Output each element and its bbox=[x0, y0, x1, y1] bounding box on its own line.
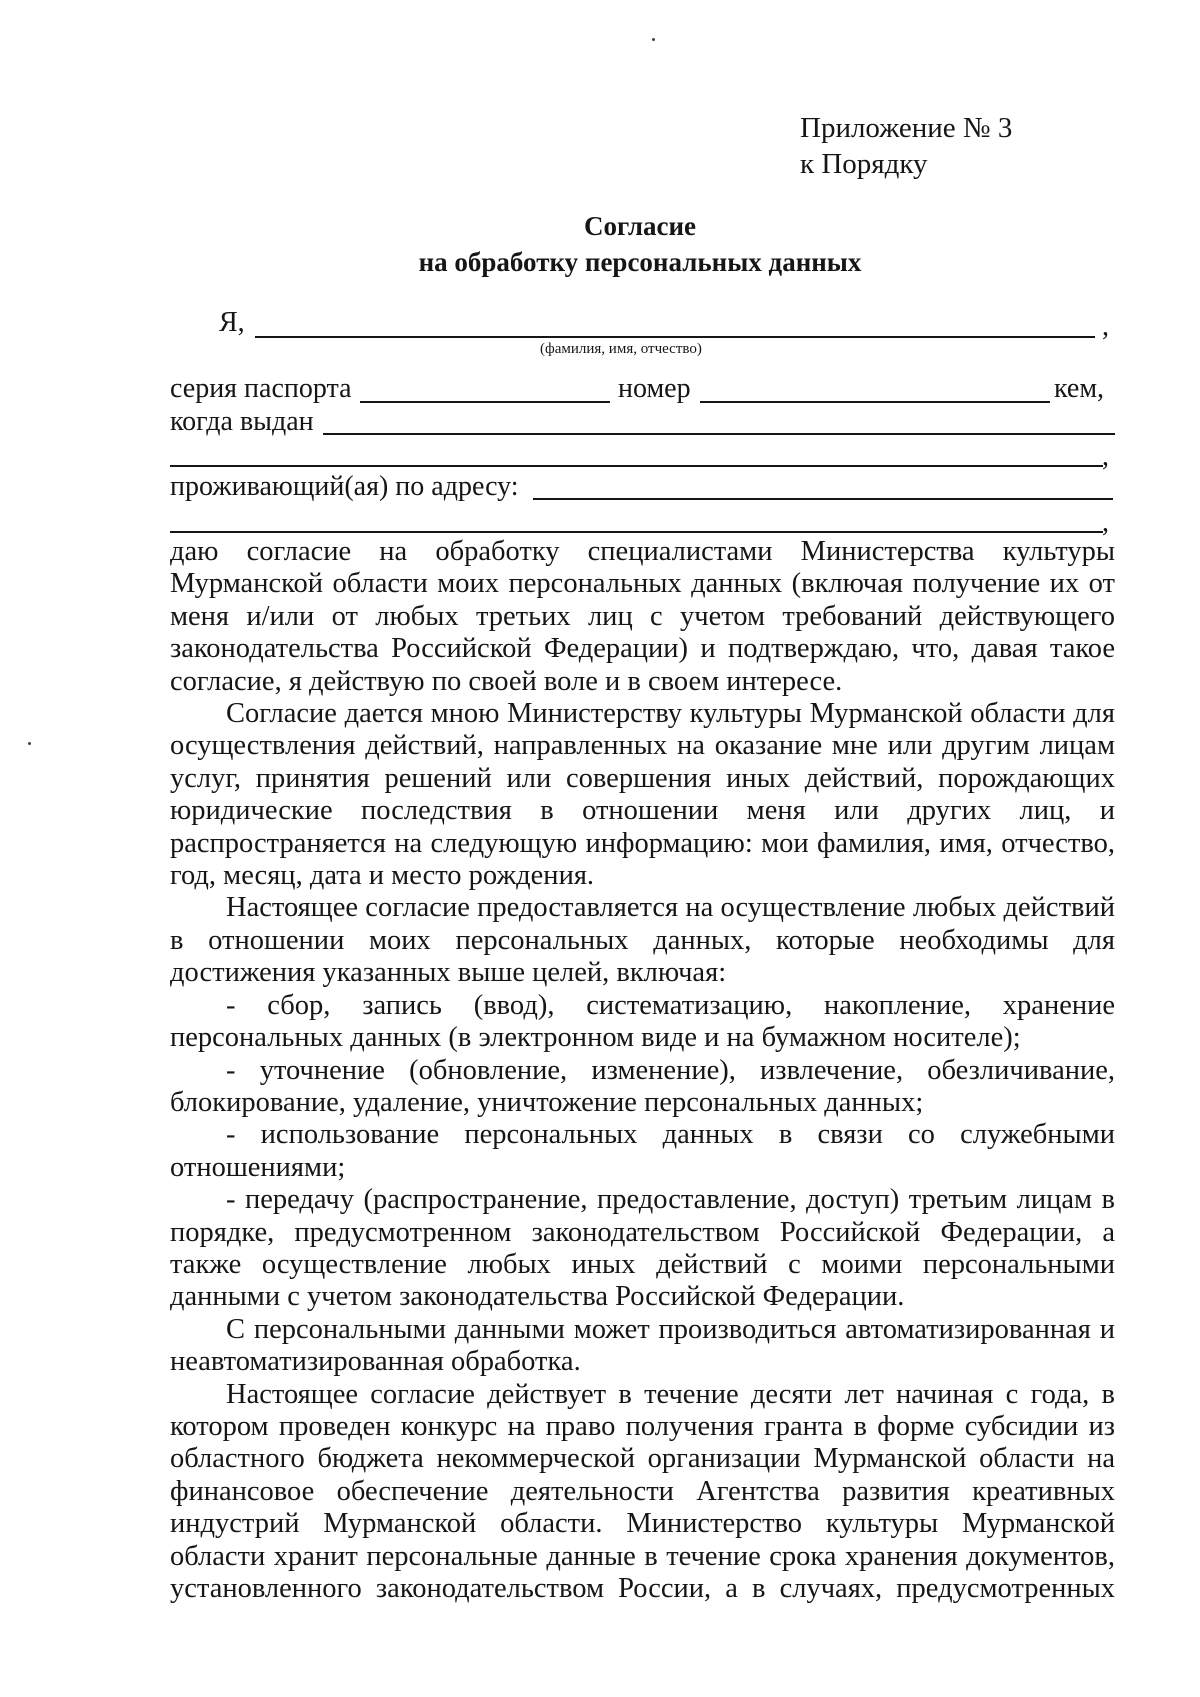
document-title bbox=[0, 208, 1200, 280]
scan-speck bbox=[652, 38, 655, 41]
list-item-usage: - использование персональных данных в связи со служебными отношениями; bbox=[170, 1119, 1115, 1183]
paragraph-consent: даю согласие на обработку специалистами Министерства культуры Мурманской области моих персональных данных (включая получение их от меня и/или от любых третьих лиц с учетом требований действующего законодательства Российской Федерации) и подтверждаю, что, давая такое согласие, я действую по своей воле и в своем интересе. bbox=[170, 536, 1115, 697]
address-comma: , bbox=[1102, 507, 1109, 538]
paragraph-validity: Настоящее согласие действует в течение десяти лет начиная с года, в котором проведен конкурс на право получения гранта в форме субсидии из областного бюджета некоммерческой организации Мурманской области на финансовое обеспечение деятельности Агентства развития креативных индустрий Мурманской области. Министерство культуры Мурманской области хранит персональные данные в течение срока хранения документов, установленного законодательством России, а в случаях, предусмотренных bbox=[170, 1378, 1115, 1604]
scan-speck bbox=[28, 742, 31, 745]
consent-body bbox=[170, 536, 1115, 1605]
issued-by-label: кем, bbox=[1054, 373, 1105, 404]
annex-reference: к Порядку bbox=[800, 148, 928, 180]
i-label: Я, bbox=[219, 307, 245, 338]
address-label: проживающий(ая) по адресу: bbox=[170, 471, 519, 502]
issued-when-label: когда выдан bbox=[170, 406, 314, 437]
fio-field[interactable] bbox=[255, 336, 1095, 338]
annex-number: Приложение № 3 bbox=[800, 112, 1013, 144]
passport-number-field[interactable] bbox=[700, 401, 1050, 403]
passport-series-field[interactable] bbox=[360, 401, 610, 403]
fio-row bbox=[170, 306, 1115, 340]
annex-header bbox=[800, 110, 1012, 182]
list-item-collection: - сбор, запись (ввод), систематизацию, накопление, хранение персональных данных (в электронном виде и на бумажном носителе); bbox=[170, 989, 1115, 1054]
title-line-1: Согласие bbox=[583, 211, 697, 241]
passport-series-label: серия паспорта bbox=[170, 373, 352, 404]
issued-by-field-continuation[interactable] bbox=[170, 465, 1103, 467]
list-item-transfer: - передачу (распространение, предоставление, доступ) третьим лицам в порядке, предусмотренном законодательством Российской Федерации, а также осуществление любых иных действий с моими персональными данными с учетом законодательства Российской Федерации. bbox=[170, 1184, 1115, 1313]
fio-comma: , bbox=[1102, 311, 1109, 342]
issued-when-field[interactable] bbox=[323, 433, 1115, 435]
issued-comma: , bbox=[1102, 441, 1109, 472]
number-label: номер bbox=[618, 373, 691, 404]
title-line-2: на обработку персональных данных bbox=[418, 247, 862, 277]
address-field[interactable] bbox=[533, 498, 1113, 500]
fio-caption: (фамилия, имя, отчество) bbox=[540, 341, 702, 357]
paragraph-purpose: Согласие дается мною Министерству культуры Мурманской области для осуществления действий, направленных на оказание мне или другим лицам услуг, принятия решений или совершения иных действий, порождающих юридические последствия в отношении меня или других лиц, и распространяется на следующую информацию: мои фамилия, имя, отчество, год, месяц, дата и место рождения. bbox=[170, 698, 1115, 892]
address-field-continuation[interactable] bbox=[170, 531, 1103, 533]
paragraph-scope: Настоящее согласие предоставляется на осуществление любых действий в отношении моих персональных данных, которые необходимы для достижения указанных выше целей, включая: bbox=[170, 892, 1115, 989]
paragraph-processing: С персональными данными может производиться автоматизированная и неавтоматизированная обработка. bbox=[170, 1313, 1115, 1378]
list-item-clarification: - уточнение (обновление, изменение), извлечение, обезличивание, блокирование, удаление, уничтожение персональных данных; bbox=[170, 1054, 1115, 1118]
